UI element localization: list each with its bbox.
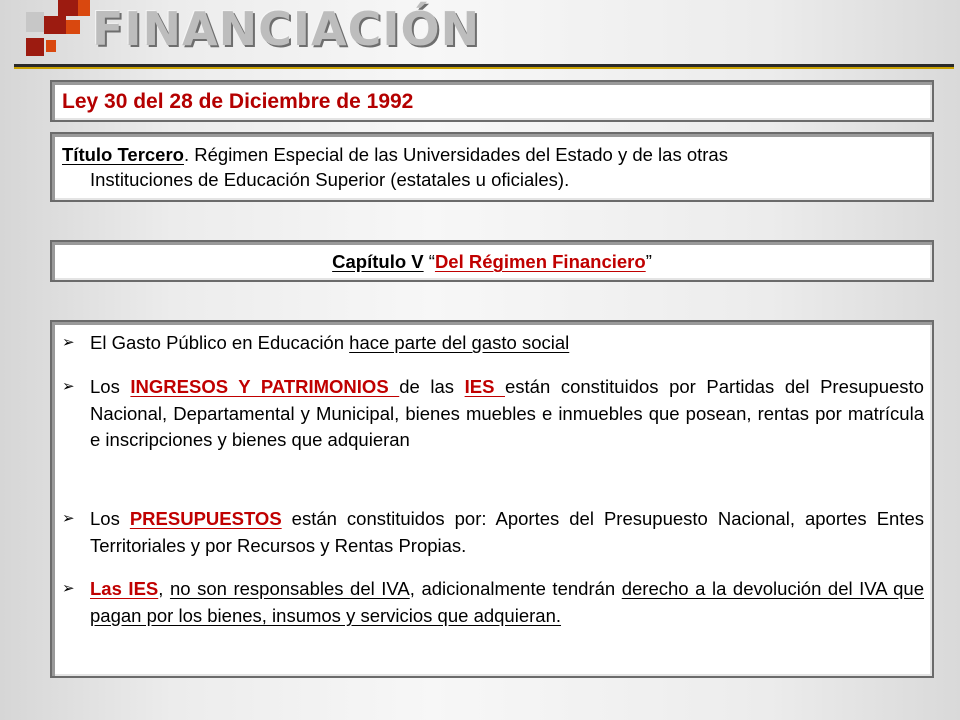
- bullet-4-text-d: , adicionalmente tendrán: [409, 578, 622, 599]
- bullet-3-text-a: Los: [90, 508, 130, 529]
- bullet-2-text-c: de las: [399, 376, 465, 397]
- list-item-text: [62, 506, 924, 559]
- bullet-2-text-e: están constituidos por Partidas del Presupuesto Nacional, Departamental y Municipal, bienes muebles e inmuebles que posean, rentas por matrícula e inscripciones y bienes que adquieran: [90, 376, 924, 450]
- capitulo-open-quote: “: [423, 251, 435, 272]
- list-item: [62, 506, 924, 559]
- capitulo-name: Del Régimen Financiero: [434, 251, 646, 272]
- title-divider: [14, 64, 954, 69]
- list-item-text: [62, 330, 924, 357]
- capitulo-box: [50, 240, 934, 282]
- list-item: [62, 576, 924, 629]
- logo-square: [26, 38, 44, 56]
- bullet-4-comma: ,: [158, 578, 170, 599]
- logo-square: [44, 16, 66, 34]
- logo-square: [58, 0, 78, 16]
- arrow-bullet-icon: ➢: [62, 580, 75, 597]
- titulo-label: Título Tercero: [62, 144, 184, 165]
- capitulo-label: Capítulo V: [332, 251, 424, 272]
- titulo-paragraph: [62, 142, 924, 192]
- arrow-bullet-icon: ➢: [62, 378, 75, 395]
- logo-square: [26, 12, 44, 32]
- logo-square: [46, 40, 56, 52]
- logo-square: [66, 20, 80, 34]
- list-item-text: [62, 576, 924, 629]
- law-title: Ley 30 del 28 de Diciembre de 1992: [62, 90, 414, 113]
- bullet-4-derecho: derecho a la devolución del IVA que pagan por los bienes, insumos y servicios que adquieran.: [90, 578, 925, 626]
- bullet-4-las-ies: Las IES: [90, 578, 159, 599]
- capitulo-heading: [52, 251, 932, 273]
- capitulo-close-quote: ”: [645, 251, 652, 272]
- titulo-text-1: . Régimen Especial de las Universidades del Estado y de las otras: [183, 144, 728, 165]
- bullet-2-text-a: Los: [90, 376, 131, 397]
- content-box: [50, 320, 934, 678]
- bullet-3-presupuestos: PRESUPUESTOS: [129, 508, 282, 529]
- arrow-bullet-icon: ➢: [62, 510, 75, 527]
- bullet-3-text-c: están constituidos por: Aportes del Presupuesto Nacional, aportes Entes Territoriales y por Recursos y Rentas Propias.: [90, 508, 924, 556]
- law-box: [50, 80, 934, 122]
- list-item-text: [62, 374, 924, 454]
- arrow-bullet-icon: ➢: [62, 334, 75, 351]
- titulo-text-2: Instituciones de Educación Superior (estatales u oficiales).: [90, 169, 570, 190]
- list-item: [62, 374, 924, 454]
- bullet-1-text: El Gasto Público en Educación: [90, 332, 350, 353]
- bullet-1-underlined: hace parte del gasto social: [349, 332, 570, 353]
- bullet-2-ies: IES: [464, 376, 505, 397]
- page-title: FINANCIACIÓN: [92, 2, 481, 56]
- logo-square: [78, 0, 90, 16]
- titulo-box: [50, 132, 934, 202]
- list-item: [62, 330, 924, 357]
- bullet-4-iva: no son responsables del IVA: [169, 578, 410, 599]
- bullet-2-ingresos: INGRESOS Y PATRIMONIOS: [130, 376, 400, 397]
